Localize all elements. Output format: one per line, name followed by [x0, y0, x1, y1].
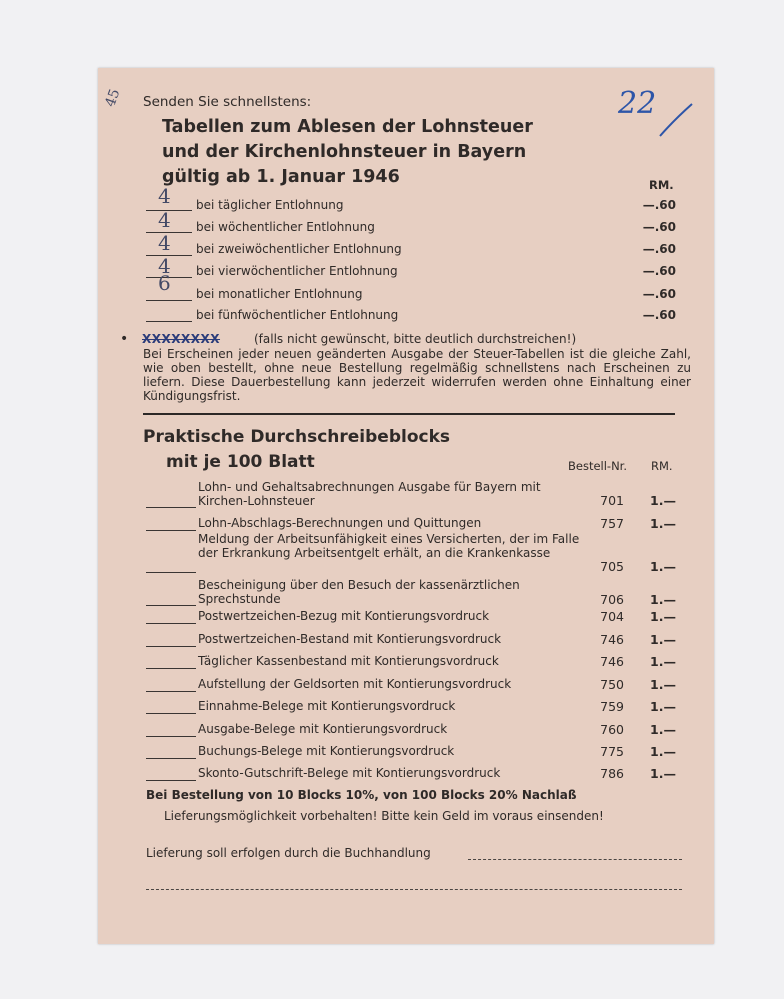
block-item-label: Lohn-Abschlags-Berechnungen und Quittungen — [198, 516, 482, 530]
margin-mark: 45 — [102, 86, 124, 110]
block-item-nr: 701 — [600, 493, 624, 508]
title-line-3: gültig ab 1. Januar 1946 — [162, 167, 400, 187]
table-row-label: bei monatlicher Entlohnung — [196, 287, 363, 301]
block-item-nr: 757 — [600, 516, 624, 531]
table-row-label: bei vierwöchentlicher Entlohnung — [196, 264, 398, 278]
bestell-nr-column-label: Bestell-Nr. — [568, 459, 628, 473]
title-line-1: Tabellen zum Ablesen der Lohnsteuer — [162, 117, 533, 137]
block-item-nr: 746 — [600, 632, 624, 647]
block-item-label: Skonto-Gutschrift-Belege mit Kontierungsvordruck — [198, 766, 501, 780]
table-row-price: —.60 — [642, 220, 676, 234]
block-item-label: Ausgabe-Belege mit Kontierungsvordruck — [198, 722, 448, 736]
block-item-price: 1.— — [650, 609, 676, 624]
table-row-label: bei täglicher Entlohnung — [196, 198, 344, 212]
bookshop-fill-line — [468, 859, 682, 860]
table-row-price: —.60 — [642, 264, 676, 278]
block-item-nr: 786 — [600, 766, 624, 781]
bookshop-label: Lieferung soll erfolgen durch die Buchhandlung — [146, 846, 431, 860]
qty-handwritten: 4 — [158, 208, 171, 232]
block-item-label: Täglicher Kassenbestand mit Kontierungsvordruck — [198, 654, 499, 668]
block-item-nr: 705 — [600, 559, 624, 574]
table-row-price: —.60 — [642, 198, 676, 212]
handwritten-number: 22 — [618, 86, 657, 121]
block-item-price: 1.— — [650, 516, 676, 531]
bullet-dot: • — [120, 331, 129, 347]
block-item-label: Bescheinigung über den Besuch der kassenärztlichen Sprechstunde — [198, 578, 520, 606]
block-item-nr: 760 — [600, 722, 624, 737]
rm-column-label: RM. — [649, 178, 674, 192]
block-item-price: 1.— — [650, 699, 676, 714]
delivery-notice: Lieferungsmöglichkeit vorbehalten! Bitte kein Geld im voraus einsenden! — [164, 809, 604, 823]
title-line-2: und der Kirchenlohnsteuer in Bayern — [162, 142, 527, 162]
struck-word: XXXXXXXX — [142, 332, 221, 346]
block-item-price: 1.— — [650, 744, 676, 759]
order-card — [98, 68, 714, 944]
block-item-price: 1.— — [650, 592, 676, 607]
table-row-price: —.60 — [642, 308, 676, 322]
discount-line: Bei Bestellung von 10 Blocks 10%, von 100 Blocks 20% Nachlaß — [146, 788, 577, 802]
qty-handwritten: 4 — [158, 254, 171, 278]
block-item-price: 1.— — [650, 654, 676, 669]
table-row-label: bei zweiwöchentlicher Entlohnung — [196, 242, 402, 256]
block-item-price: 1.— — [650, 766, 676, 781]
block-item-label: Postwertzeichen-Bestand mit Kontierungsvordruck — [198, 632, 502, 646]
strike-note: (falls nicht gewünscht, bitte deutlich durchstreichen!) — [254, 332, 577, 346]
block-item-label: Buchungs-Belege mit Kontierungsvordruck — [198, 744, 455, 758]
address-fill-line — [146, 889, 682, 890]
block-item-price: 1.— — [650, 677, 676, 692]
block-item-price: 1.— — [650, 559, 676, 574]
block-item-nr: 775 — [600, 744, 624, 759]
qty-handwritten: 6 — [158, 271, 171, 295]
qty-handwritten: 4 — [158, 231, 171, 255]
block-item-nr: 750 — [600, 677, 624, 692]
block-item-nr: 704 — [600, 609, 624, 624]
block-item-label: Lohn- und Gehaltsabrechnungen Ausgabe für Bayern mit Kirchen-Lohnsteuer — [198, 480, 541, 508]
block-item-label: Meldung der Arbeitsunfähigkeit eines Versicherten, der im Falle der Erkrankung Arbeitsentgelt erhält, an die Krankenkasse — [198, 532, 580, 560]
intro-line: Senden Sie schnellstens: — [143, 94, 312, 110]
block-item-label: Aufstellung der Geldsorten mit Kontierungsvordruck — [198, 677, 512, 691]
block-item-price: 1.— — [650, 493, 676, 508]
block-item-nr: 759 — [600, 699, 624, 714]
table-row-price: —.60 — [642, 242, 676, 256]
block-item-label: Einnahme-Belege mit Kontierungsvordruck — [198, 699, 456, 713]
handwritten-check-mark — [658, 102, 694, 142]
table-row-label: bei wöchentlicher Entlohnung — [196, 220, 375, 234]
blocks-title-line-1: Praktische Durchschreibeblocks — [143, 427, 451, 447]
table-row-label: bei fünfwöchentlicher Entlohnung — [196, 308, 399, 322]
table-row-price: —.60 — [642, 287, 676, 301]
block-item-nr: 746 — [600, 654, 624, 669]
standing-order-paragraph: Bei Erscheinen jeder neuen geänderten Ausgabe der Steuer-Tabellen ist die gleiche Zahl, wie oben bestellt, ohne neue Bestellung regelmäßig schnellstens nach Erscheinen zu liefern. Diese Dauerbestellung kann jederzeit widerrufen werden ohne Einhaltung einer Kündigungsfrist. — [143, 347, 691, 403]
block-item-label: Postwertzeichen-Bezug mit Kontierungsvordruck — [198, 609, 490, 623]
qty-handwritten: 4 — [158, 184, 171, 208]
section-divider — [143, 413, 675, 415]
block-item-price: 1.— — [650, 722, 676, 737]
block-item-price: 1.— — [650, 632, 676, 647]
rm-column-label-2: RM. — [651, 459, 673, 473]
blocks-title-line-2: mit je 100 Blatt — [166, 452, 315, 472]
block-item-nr: 706 — [600, 592, 624, 607]
